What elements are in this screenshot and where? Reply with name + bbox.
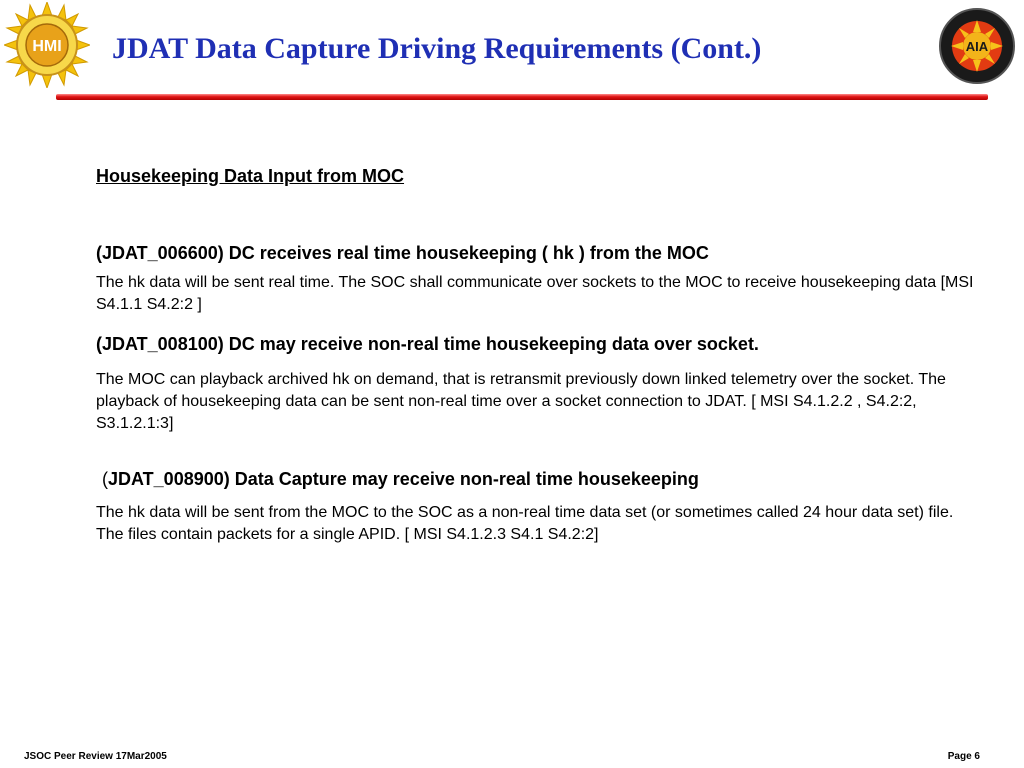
requirement-008900 — [96, 469, 976, 546]
requirement-006600 — [96, 243, 976, 316]
hmi-logo — [4, 2, 90, 88]
requirement-heading-paren: ( — [102, 469, 108, 489]
slide-content — [96, 166, 976, 546]
requirement-heading: (JDAT_006600) DC receives real time housekeeping ( hk ) from the MOC — [96, 243, 709, 263]
requirement-heading-line — [96, 469, 976, 490]
title-divider — [56, 94, 988, 100]
requirement-body: The hk data will be sent real time. The SOC shall communicate over sockets to the MOC to receive housekeeping data [MSI S4.1.1 S4.2:2 ] — [96, 274, 974, 313]
requirement-008100 — [96, 334, 976, 435]
section-heading: Housekeeping Data Input from MOC — [96, 166, 405, 186]
hmi-logo-text: HMI — [32, 38, 62, 55]
page-title: JDAT Data Capture Driving Requirements (Cont.) — [112, 32, 762, 65]
page-number: Page 6 — [947, 751, 980, 762]
requirement-body: The MOC can playback archived hk on demand, that is retransmit previously down linked telemetry over the socket. The playback of housekeeping data can be sent non-real time over a socket connection to JDAT. [ MSI S4.1.2.2 , S4.2:2, S3.1.2.1:3] — [96, 371, 946, 432]
requirement-body: The hk data will be sent from the MOC to the SOC as a non-real time data set (or sometimes called 24 hour data set) file. The files contain packets for a single APID. [ MSI S4.1.2.3 S4.1 S4.2:2] — [96, 504, 954, 543]
aia-logo — [938, 6, 1016, 86]
aia-logo-text: AIA — [965, 39, 989, 54]
footer-left: JSOC Peer Review 17Mar2005 — [24, 751, 167, 762]
requirement-heading: JDAT_008900) Data Capture may receive non-real time housekeeping — [108, 469, 699, 489]
requirement-heading: (JDAT_008100) DC may receive non-real time housekeeping data over socket. — [96, 334, 759, 354]
